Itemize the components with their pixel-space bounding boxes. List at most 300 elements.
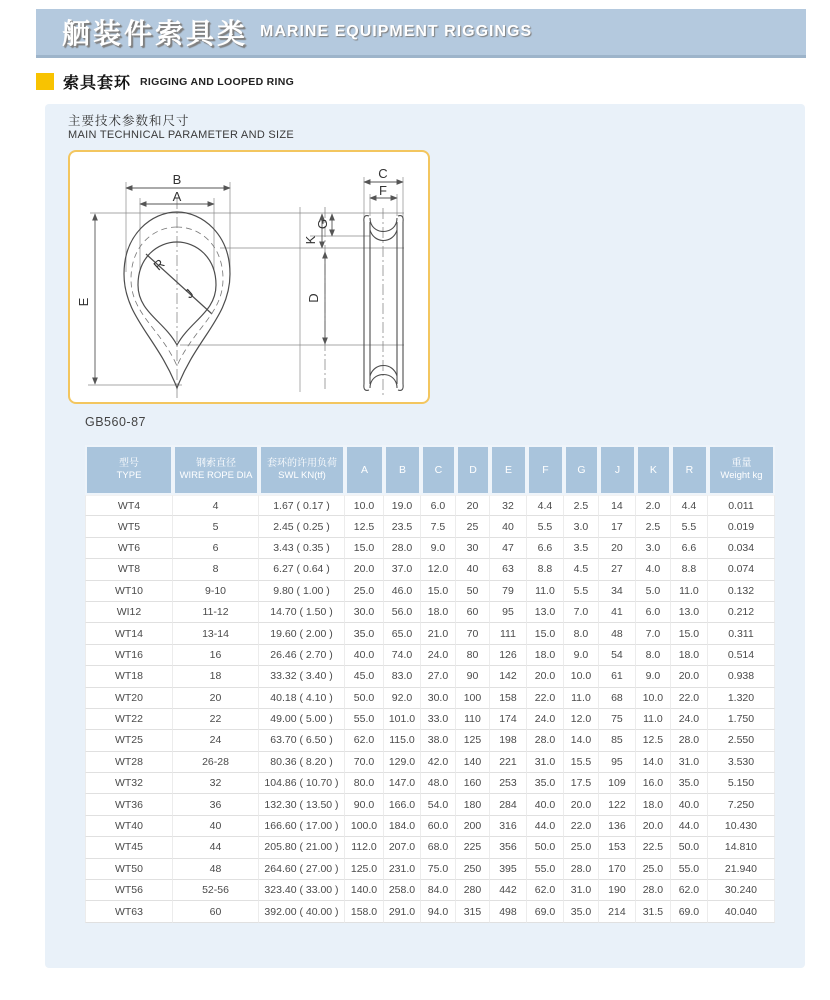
table-cell: 56.0 — [384, 602, 421, 623]
table-cell: 40 — [456, 559, 490, 580]
table-cell: 18.0 — [636, 794, 671, 815]
table-cell: 16.0 — [636, 773, 671, 794]
table-cell: 0.132 — [708, 581, 775, 602]
table-cell: 4 — [173, 495, 259, 516]
table-cell: 74.0 — [384, 645, 421, 666]
table-cell: 11.0 — [564, 688, 599, 709]
table-row — [85, 666, 775, 687]
table-row — [85, 752, 775, 773]
table-cell: 36 — [173, 794, 259, 815]
table-cell: 12.0 — [421, 559, 456, 580]
table-cell: 33.0 — [421, 709, 456, 730]
table-row — [85, 773, 775, 794]
table-row — [85, 559, 775, 580]
table-cell: 109 — [599, 773, 636, 794]
table-cell: WT56 — [85, 880, 173, 901]
table-cell: 24.0 — [527, 709, 564, 730]
banner-title-zh: 舾装件索具类 — [62, 18, 249, 49]
table-cell: 323.40 ( 33.00 ) — [259, 880, 345, 901]
table-cell: 25.0 — [345, 581, 384, 602]
table-cell: 225 — [456, 837, 490, 858]
table-row — [85, 495, 775, 516]
table-cell: 19.0 — [384, 495, 421, 516]
table-cell: 34 — [599, 581, 636, 602]
table-cell: 4.4 — [527, 495, 564, 516]
table-cell: 5.5 — [671, 516, 708, 537]
table-cell: WT10 — [85, 581, 173, 602]
table-cell: 70 — [456, 623, 490, 644]
table-cell: 7.0 — [636, 623, 671, 644]
col-header-R: R — [671, 445, 708, 495]
table-cell: 44 — [173, 837, 259, 858]
table-cell: 15.5 — [564, 752, 599, 773]
table-cell: 22.5 — [636, 837, 671, 858]
spec-table — [85, 445, 775, 923]
table-cell: 44.0 — [671, 816, 708, 837]
table-cell: 253 — [490, 773, 527, 794]
table-cell: 18.0 — [527, 645, 564, 666]
table-cell: 31.0 — [564, 880, 599, 901]
table-cell: 92.0 — [384, 688, 421, 709]
table-cell: 280 — [456, 880, 490, 901]
table-cell: 284 — [490, 794, 527, 815]
table-cell: 54 — [599, 645, 636, 666]
table-cell: 54.0 — [421, 794, 456, 815]
table-cell: WT16 — [85, 645, 173, 666]
table-cell: WT45 — [85, 837, 173, 858]
table-cell: 14.0 — [636, 752, 671, 773]
table-cell: 0.311 — [708, 623, 775, 644]
table-cell: 95 — [599, 752, 636, 773]
table-cell: 13.0 — [671, 602, 708, 623]
table-cell: 221 — [490, 752, 527, 773]
table-cell: WT25 — [85, 730, 173, 751]
table-cell: 80.36 ( 8.20 ) — [259, 752, 345, 773]
dim-label-F: F — [379, 183, 387, 198]
table-cell: 498 — [490, 901, 527, 922]
table-cell: 35.0 — [671, 773, 708, 794]
table-cell: 30 — [456, 538, 490, 559]
param-heading-zh: 主要技术参数和尺寸 — [68, 114, 190, 128]
table-cell: 315 — [456, 901, 490, 922]
table-cell: 20 — [456, 495, 490, 516]
table-cell: 68 — [599, 688, 636, 709]
table-cell: 79 — [490, 581, 527, 602]
table-cell: 61 — [599, 666, 636, 687]
table-cell: 1.750 — [708, 709, 775, 730]
table-cell: 28.0 — [671, 730, 708, 751]
table-cell: WT4 — [85, 495, 173, 516]
table-cell: WT63 — [85, 901, 173, 922]
table-cell: 3.530 — [708, 752, 775, 773]
table-cell: 50.0 — [671, 837, 708, 858]
table-cell: 35.0 — [527, 773, 564, 794]
table-cell: 0.019 — [708, 516, 775, 537]
table-cell: 31.5 — [636, 901, 671, 922]
section-title-en: RIGGING AND LOOPED RING — [140, 75, 295, 88]
table-cell: 8.0 — [564, 623, 599, 644]
table-cell: 4.0 — [636, 559, 671, 580]
page-banner — [36, 9, 806, 58]
table-cell: 44.0 — [527, 816, 564, 837]
table-cell: 70.0 — [345, 752, 384, 773]
table-cell: 28.0 — [527, 730, 564, 751]
header-row — [85, 445, 775, 495]
table-row — [85, 730, 775, 751]
table-cell: 5.5 — [527, 516, 564, 537]
dim-label-G: G — [315, 218, 330, 230]
technical-drawing-box — [68, 150, 430, 404]
table-cell: 0.514 — [708, 645, 775, 666]
table-cell: 136 — [599, 816, 636, 837]
table-cell: 20.0 — [527, 666, 564, 687]
table-cell: 264.60 ( 27.00 ) — [259, 859, 345, 880]
table-cell: 21.940 — [708, 859, 775, 880]
table-cell: 6.6 — [671, 538, 708, 559]
table-cell: 62.0 — [671, 880, 708, 901]
table-cell: 140.0 — [345, 880, 384, 901]
table-cell: 205.80 ( 21.00 ) — [259, 837, 345, 858]
table-cell: 18.0 — [421, 602, 456, 623]
table-cell: 42.0 — [421, 752, 456, 773]
table-cell: 8.0 — [636, 645, 671, 666]
table-cell: 5.5 — [564, 581, 599, 602]
table-cell: 11.0 — [636, 709, 671, 730]
dim-label-K: K — [303, 235, 318, 245]
table-cell: 110 — [456, 709, 490, 730]
table-cell: 9.0 — [636, 666, 671, 687]
table-cell: 147.0 — [384, 773, 421, 794]
table-cell: 0.074 — [708, 559, 775, 580]
table-cell: 258.0 — [384, 880, 421, 901]
table-cell: 31.0 — [527, 752, 564, 773]
table-cell: WI12 — [85, 602, 173, 623]
banner-title-en: MARINE EQUIPMENT RIGGINGS — [260, 23, 533, 40]
table-cell: 100 — [456, 688, 490, 709]
center-lines — [177, 198, 383, 398]
table-cell: 40.18 ( 4.10 ) — [259, 688, 345, 709]
table-cell: 142 — [490, 666, 527, 687]
table-cell: 158 — [490, 688, 527, 709]
table-cell: 20.0 — [564, 794, 599, 815]
table-cell: 40 — [173, 816, 259, 837]
table-cell: WT32 — [85, 773, 173, 794]
table-cell: 11.0 — [527, 581, 564, 602]
table-cell: 69.0 — [671, 901, 708, 922]
table-cell: 12.5 — [345, 516, 384, 537]
table-cell: 40.0 — [345, 645, 384, 666]
table-cell: 11.0 — [671, 581, 708, 602]
table-row — [85, 688, 775, 709]
table-cell: 198 — [490, 730, 527, 751]
table-cell: 33.32 ( 3.40 ) — [259, 666, 345, 687]
table-cell: 62.0 — [527, 880, 564, 901]
dim-label-A: A — [172, 189, 182, 204]
table-cell: 9.0 — [421, 538, 456, 559]
table-cell: 9-10 — [173, 581, 259, 602]
table-cell: 60 — [173, 901, 259, 922]
table-cell: 15.0 — [671, 623, 708, 644]
table-cell: 26.46 ( 2.70 ) — [259, 645, 345, 666]
col-header-J: J — [599, 445, 636, 495]
table-cell: 166.0 — [384, 794, 421, 815]
table-cell: 0.034 — [708, 538, 775, 559]
col-header-B: B — [384, 445, 421, 495]
table-cell: 16 — [173, 645, 259, 666]
table-cell: 6.0 — [421, 495, 456, 516]
table-cell: 125.0 — [345, 859, 384, 880]
table-cell: 190 — [599, 880, 636, 901]
table-cell: 2.45 ( 0.25 ) — [259, 516, 345, 537]
table-row — [85, 538, 775, 559]
table-cell: 166.60 ( 17.00 ) — [259, 816, 345, 837]
table-cell: 170 — [599, 859, 636, 880]
table-cell: 32 — [173, 773, 259, 794]
table-cell: 84.0 — [421, 880, 456, 901]
table-cell: 14.810 — [708, 837, 775, 858]
table-cell: 442 — [490, 880, 527, 901]
table-cell: WT50 — [85, 859, 173, 880]
table-cell: WT6 — [85, 538, 173, 559]
table-cell: 14.0 — [564, 730, 599, 751]
reference-lines — [88, 177, 404, 392]
table-cell: 19.60 ( 2.00 ) — [259, 623, 345, 644]
table-cell: WT22 — [85, 709, 173, 730]
table-cell: 30.0 — [421, 688, 456, 709]
table-cell: 207.0 — [384, 837, 421, 858]
table-row — [85, 816, 775, 837]
table-cell: 35.0 — [345, 623, 384, 644]
table-row — [85, 623, 775, 644]
table-cell: 37.0 — [384, 559, 421, 580]
thimble-side-view — [364, 216, 403, 391]
table-cell: 174 — [490, 709, 527, 730]
table-cell: 0.011 — [708, 495, 775, 516]
table-cell: 22.0 — [671, 688, 708, 709]
table-cell: 7.0 — [564, 602, 599, 623]
dimension-lines — [95, 182, 403, 384]
table-cell: WT28 — [85, 752, 173, 773]
table-cell: 90 — [456, 666, 490, 687]
table-cell: 63.70 ( 6.50 ) — [259, 730, 345, 751]
table-cell: 24.0 — [421, 645, 456, 666]
table-cell: 15.0 — [527, 623, 564, 644]
table-cell: 132.30 ( 13.50 ) — [259, 794, 345, 815]
table-cell: 160 — [456, 773, 490, 794]
table-cell: 7.5 — [421, 516, 456, 537]
table-cell: 21.0 — [421, 623, 456, 644]
table-cell: 101.0 — [384, 709, 421, 730]
table-cell: 8 — [173, 559, 259, 580]
table-cell: 3.0 — [564, 516, 599, 537]
table-cell: 10.0 — [636, 688, 671, 709]
dim-label-R: R — [150, 255, 168, 274]
table-cell: 2.550 — [708, 730, 775, 751]
table-cell: 12.0 — [564, 709, 599, 730]
table-cell: 26-28 — [173, 752, 259, 773]
table-cell: 3.43 ( 0.35 ) — [259, 538, 345, 559]
table-cell: 63 — [490, 559, 527, 580]
table-cell: 115.0 — [384, 730, 421, 751]
table-cell: 14.70 ( 1.50 ) — [259, 602, 345, 623]
table-cell: 83.0 — [384, 666, 421, 687]
table-cell: 0.212 — [708, 602, 775, 623]
table-cell: 94.0 — [421, 901, 456, 922]
table-cell: 125 — [456, 730, 490, 751]
table-cell: 50.0 — [527, 837, 564, 858]
table-row — [85, 709, 775, 730]
col-header-G: G — [564, 445, 599, 495]
dim-label-D: D — [306, 293, 321, 303]
dim-label-B: B — [172, 172, 182, 187]
table-cell: 47 — [490, 538, 527, 559]
col-header-Weight-kg: 重量 Weight kg — [708, 445, 775, 495]
table-cell: 40.0 — [671, 794, 708, 815]
table-cell: 8.8 — [527, 559, 564, 580]
table-cell: 214 — [599, 901, 636, 922]
table-cell: 27.0 — [421, 666, 456, 687]
table-cell: 129.0 — [384, 752, 421, 773]
table-cell: 30.240 — [708, 880, 775, 901]
table-cell: 48 — [173, 859, 259, 880]
table-cell: 52-56 — [173, 880, 259, 901]
table-cell: 112.0 — [345, 837, 384, 858]
table-cell: 60 — [456, 602, 490, 623]
table-row — [85, 645, 775, 666]
table-row — [85, 516, 775, 537]
col-header-A: A — [345, 445, 384, 495]
table-cell: 25.0 — [636, 859, 671, 880]
table-cell: WT8 — [85, 559, 173, 580]
table-cell: 41 — [599, 602, 636, 623]
table-cell: 111 — [490, 623, 527, 644]
table-cell: 38.0 — [421, 730, 456, 751]
table-cell: 6 — [173, 538, 259, 559]
table-cell: 231.0 — [384, 859, 421, 880]
col-header-WIRE-ROPE-DIA: 钢索直径 WIRE ROPE DIA — [173, 445, 259, 495]
table-cell: 8.8 — [671, 559, 708, 580]
table-cell: 10.0 — [345, 495, 384, 516]
table-cell: 28.0 — [384, 538, 421, 559]
table-row — [85, 837, 775, 858]
dim-label-E: E — [76, 297, 91, 307]
table-cell: 10.0 — [564, 666, 599, 687]
table-cell: 28.0 — [636, 880, 671, 901]
yellow-bullet-icon — [36, 73, 54, 90]
table-cell: 62.0 — [345, 730, 384, 751]
table-cell: 28.0 — [564, 859, 599, 880]
col-header-F: F — [527, 445, 564, 495]
table-cell: 2.5 — [636, 516, 671, 537]
table-cell: 0.938 — [708, 666, 775, 687]
table-cell: 13.0 — [527, 602, 564, 623]
table-cell: 2.0 — [636, 495, 671, 516]
table-cell: 18 — [173, 666, 259, 687]
table-cell: 122 — [599, 794, 636, 815]
table-cell: 20 — [173, 688, 259, 709]
table-cell: 80.0 — [345, 773, 384, 794]
col-header-K: K — [636, 445, 671, 495]
table-cell: 55.0 — [527, 859, 564, 880]
table-cell: WT40 — [85, 816, 173, 837]
table-cell: 20 — [599, 538, 636, 559]
table-cell: 25.0 — [564, 837, 599, 858]
table-row — [85, 859, 775, 880]
table-cell: 69.0 — [527, 901, 564, 922]
table-cell: 126 — [490, 645, 527, 666]
table-cell: 10.430 — [708, 816, 775, 837]
table-row — [85, 794, 775, 815]
table-row — [85, 581, 775, 602]
table-cell: 40.0 — [527, 794, 564, 815]
table-row — [85, 901, 775, 922]
table-cell: 22.0 — [564, 816, 599, 837]
standard-code: GB560-87 — [85, 415, 146, 429]
table-cell: 48.0 — [421, 773, 456, 794]
table-cell: 3.5 — [564, 538, 599, 559]
thimble-technical-drawing-icon — [70, 152, 428, 402]
table-cell: 22 — [173, 709, 259, 730]
table-cell: 9.80 ( 1.00 ) — [259, 581, 345, 602]
table-cell: 50.0 — [345, 688, 384, 709]
table-cell: 392.00 ( 40.00 ) — [259, 901, 345, 922]
table-cell: WT14 — [85, 623, 173, 644]
table-cell: 6.0 — [636, 602, 671, 623]
table-cell: 31.0 — [671, 752, 708, 773]
table-cell: 184.0 — [384, 816, 421, 837]
table-cell: 18.0 — [671, 645, 708, 666]
table-cell: 7.250 — [708, 794, 775, 815]
table-cell: 55.0 — [345, 709, 384, 730]
section-title-zh: 索具套环 — [63, 75, 132, 92]
table-cell: 1.67 ( 0.17 ) — [259, 495, 345, 516]
table-cell: 24.0 — [671, 709, 708, 730]
table-cell: 25 — [456, 516, 490, 537]
table-cell: 200 — [456, 816, 490, 837]
table-cell: 153 — [599, 837, 636, 858]
content-panel — [45, 104, 805, 968]
table-cell: 15.0 — [421, 581, 456, 602]
table-cell: 27 — [599, 559, 636, 580]
table-cell: 4.4 — [671, 495, 708, 516]
table-cell: 22.0 — [527, 688, 564, 709]
table-cell: 90.0 — [345, 794, 384, 815]
table-cell: 3.0 — [636, 538, 671, 559]
table-cell: WT18 — [85, 666, 173, 687]
table-cell: 40.040 — [708, 901, 775, 922]
table-cell: 100.0 — [345, 816, 384, 837]
table-cell: 15.0 — [345, 538, 384, 559]
table-cell: 11-12 — [173, 602, 259, 623]
table-cell: 20.0 — [345, 559, 384, 580]
param-heading-en: MAIN TECHNICAL PARAMETER AND SIZE — [68, 129, 295, 141]
table-cell: 9.0 — [564, 645, 599, 666]
table-cell: 20.0 — [636, 816, 671, 837]
table-cell: 55.0 — [671, 859, 708, 880]
table-row — [85, 880, 775, 901]
table-cell: 13-14 — [173, 623, 259, 644]
table-cell: 23.5 — [384, 516, 421, 537]
table-cell: 14 — [599, 495, 636, 516]
dim-label-J: J — [181, 285, 197, 302]
table-cell: WT36 — [85, 794, 173, 815]
table-cell: 50 — [456, 581, 490, 602]
table-cell: 40 — [490, 516, 527, 537]
table-cell: WT20 — [85, 688, 173, 709]
table-cell: 17 — [599, 516, 636, 537]
table-cell: 1.320 — [708, 688, 775, 709]
table-cell: 5 — [173, 516, 259, 537]
